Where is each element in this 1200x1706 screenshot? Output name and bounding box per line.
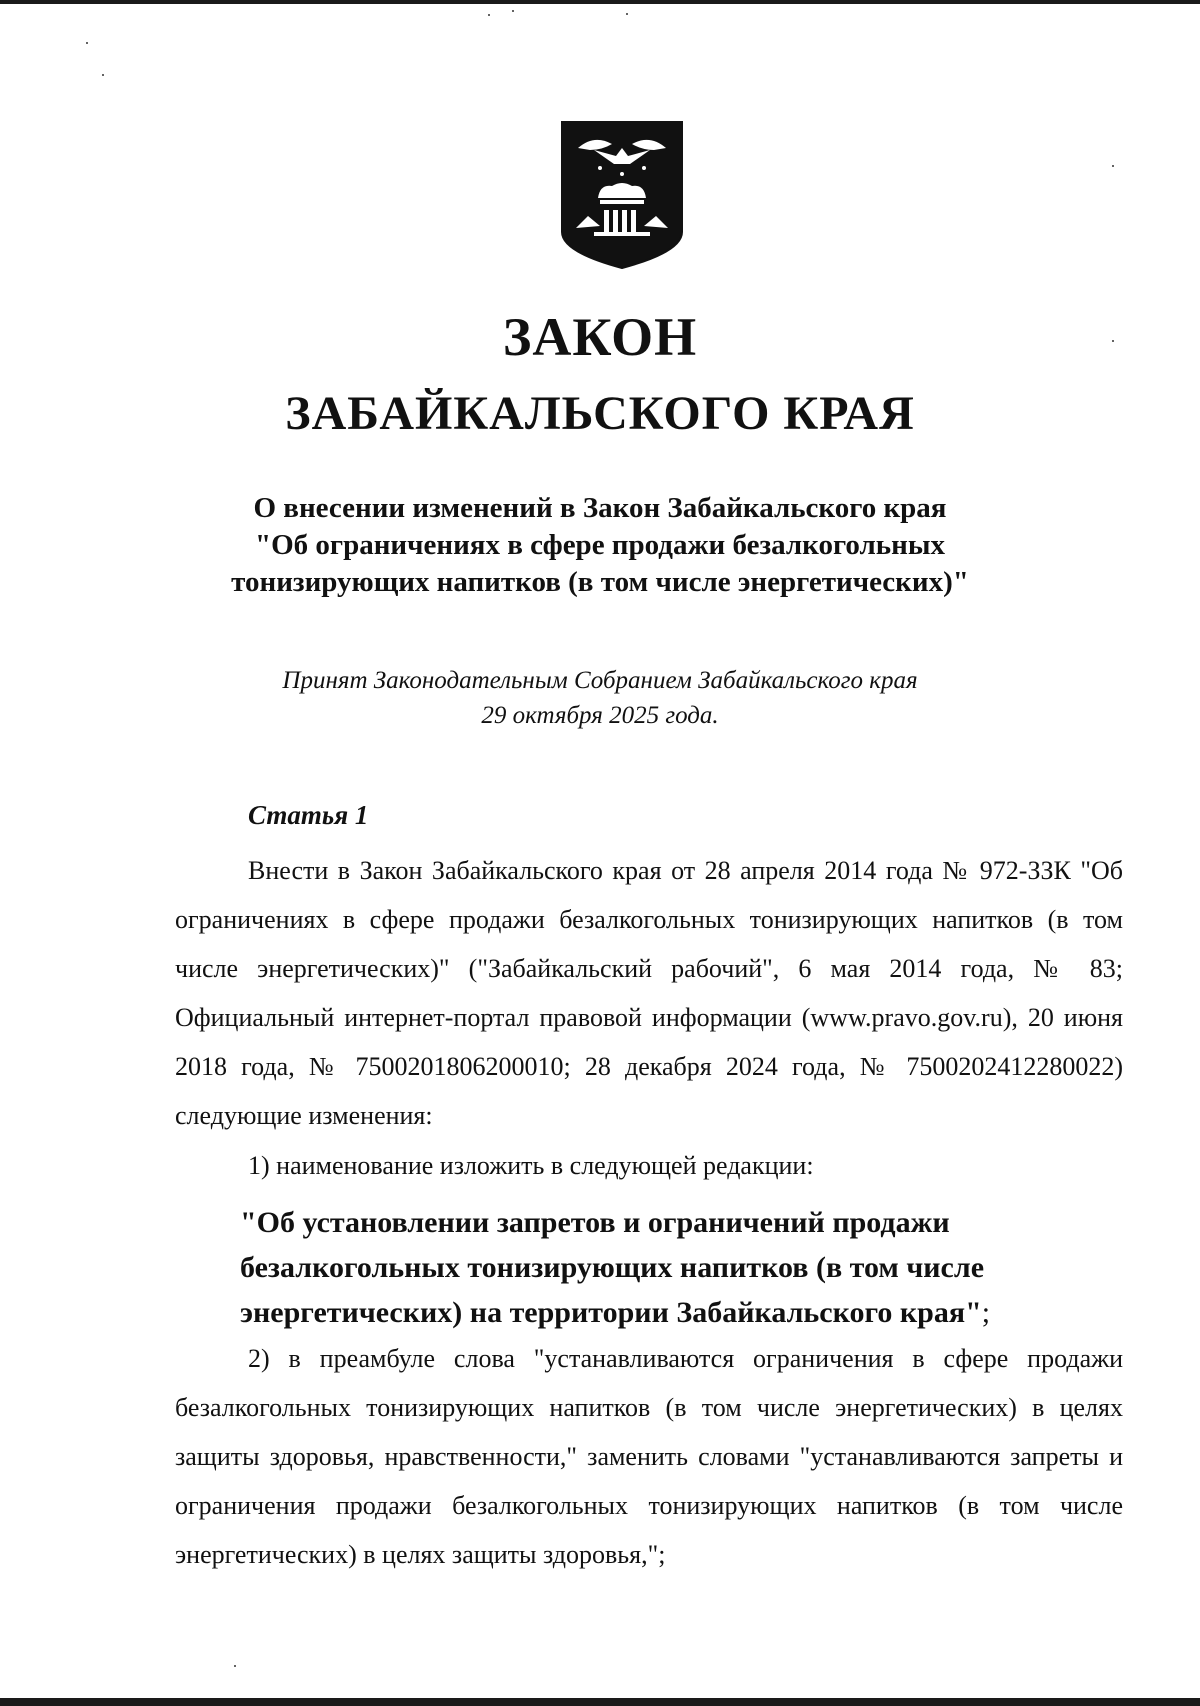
- subtitle-line: О внесении изменений в Закон Забайкальского края: [253, 492, 947, 524]
- scan-speck: [626, 13, 628, 15]
- scan-speck: [234, 1665, 236, 1667]
- amendment-item-1: 1) наименование изложить в следующей редакции:: [248, 1151, 814, 1180]
- adoption-date: 29 октября 2025 года.: [481, 702, 719, 729]
- scan-speck: [86, 42, 88, 44]
- amendment-item-2: 2) в преамбуле слова "устанавливаются ограничения в сфере продажи безалкогольных тонизирующих напитков (в том числе энергетических) в целях защиты здоровья, нравственности," заменить словами "устанавливаются запреты и ограничения продажи безалкогольных тонизирующих напитков (в том числе энергетических) в целях защиты здоровья,";: [175, 1344, 1123, 1569]
- scan-border-bottom: [0, 1698, 1200, 1706]
- scan-speck: [488, 14, 490, 16]
- scan-speck: [512, 10, 514, 12]
- scan-border-top: [0, 0, 1200, 4]
- law-subtitle: [0, 490, 1200, 601]
- article-heading: Статья 1: [248, 800, 369, 830]
- scan-speck: [1112, 165, 1114, 167]
- adoption-line: Принят Законодательным Собранием Забайкальского края: [282, 667, 918, 694]
- zabaikalsky-krai-coat-of-arms-icon: [560, 120, 684, 270]
- new-law-title-text: "Об установлении запретов и ограничений продажи безалкогольных тонизирующих напитков (в том числе энергетических) на территории Забайкальского края": [240, 1206, 985, 1329]
- new-law-title-quote: [240, 1200, 1060, 1335]
- scan-speck: [102, 74, 104, 76]
- law-title: ЗАКОН: [502, 307, 698, 367]
- subtitle-line: "Об ограничениях в сфере продажи безалкогольных: [255, 529, 945, 561]
- article-paragraph: Внести в Закон Забайкальского края от 28 апреля 2014 года № 972-ЗЗК "Об ограничениях в сфере продажи безалкогольных тонизирующих напитков (в том числе энергетических)" ("Забайкальский рабочий", 6 мая 2014 года, № 83; Официальный интернет-портал правовой информации (www.pravo.gov.ru), 20 июня 2018 года, № 7500201806200010; 28 декабря 2024 года, № 7500202412280022) следующие изменения:: [175, 856, 1123, 1130]
- adoption-note: [0, 663, 1200, 733]
- quote-punctuation: ;: [981, 1296, 991, 1329]
- law-region-title: ЗАБАЙКАЛЬСКОГО КРАЯ: [285, 387, 915, 440]
- subtitle-line: тонизирующих напитков (в том числе энергетических)": [231, 566, 969, 598]
